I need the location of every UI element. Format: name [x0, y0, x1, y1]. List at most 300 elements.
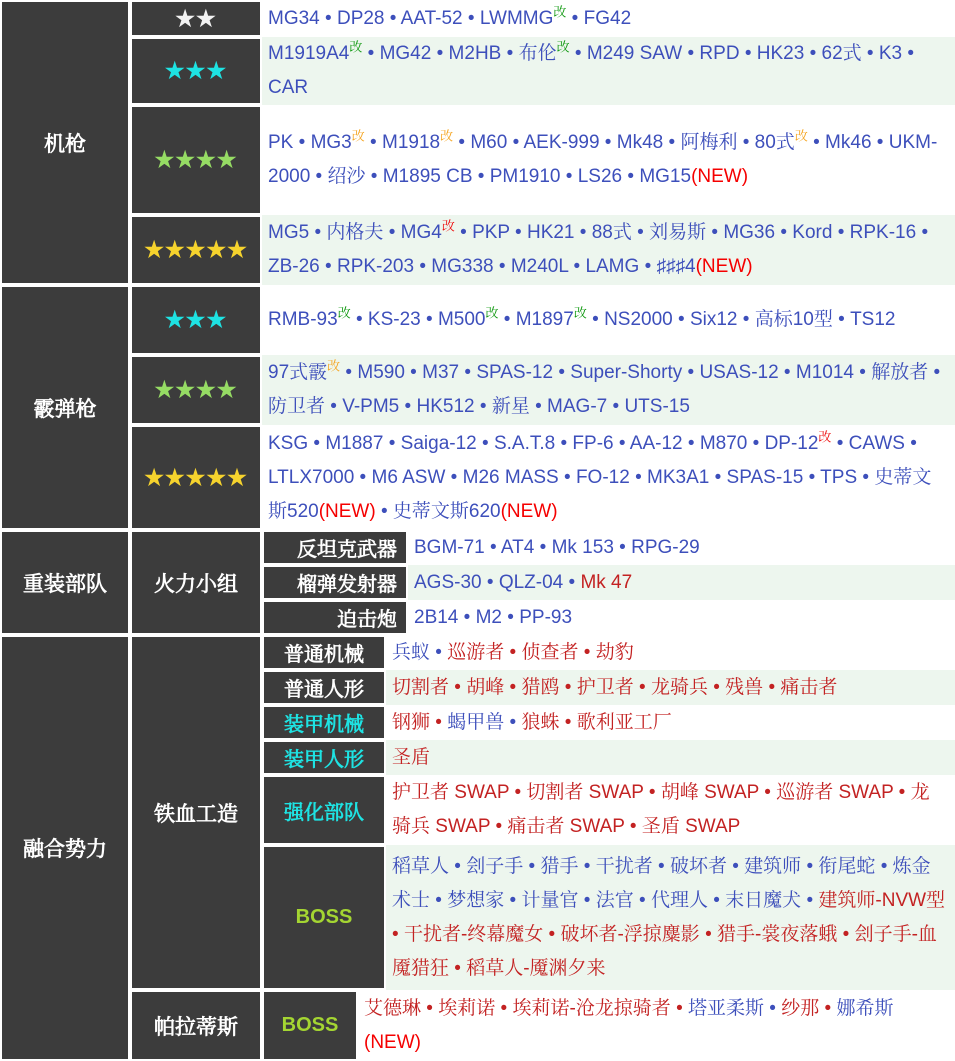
item-link[interactable]: 建筑师-NVW型 — [818, 889, 946, 911]
item-link[interactable]: 法官 — [595, 889, 634, 911]
category-shotgun: 霰弹枪 — [2, 287, 128, 528]
item-link[interactable]: V-PM5 — [342, 396, 400, 417]
separator-bullet: • — [543, 923, 561, 945]
item-link[interactable]: 布伦$^改$ — [518, 39, 570, 64]
item-link[interactable]: 炼金术士 — [392, 855, 931, 911]
item-link[interactable]: KS-23 — [367, 309, 421, 330]
separator-bullet: • — [555, 432, 573, 454]
separator-bullet: • — [431, 43, 449, 64]
group-paradeus — [130, 990, 955, 1061]
item-list — [364, 992, 947, 1060]
item-link[interactable]: 切割者 — [392, 676, 450, 698]
item-link[interactable]: PP-93 — [519, 606, 573, 628]
separator-bullet: • — [775, 222, 793, 243]
group-fire-team — [130, 530, 955, 635]
separator-bullet: • — [560, 166, 578, 187]
item-link[interactable]: NS2000 — [604, 309, 673, 330]
item-link[interactable]: 娜希斯 — [836, 997, 894, 1019]
item-link[interactable]: $M1919A4^改$ — [268, 39, 363, 64]
separator-bullet: • — [350, 309, 368, 330]
item-link[interactable]: 胡峰 SWAP — [660, 782, 759, 803]
item-link[interactable]: 刽子手-血魇猎狂 — [392, 923, 937, 979]
item-list — [392, 636, 634, 670]
separator-bullet: • — [430, 641, 448, 663]
item-link[interactable]: RMB-$93^改$ — [268, 305, 351, 330]
item-link[interactable]: 解放者 — [871, 362, 929, 383]
item-list — [392, 671, 837, 705]
item-link[interactable]: 代理人 — [650, 889, 708, 911]
item-link[interactable]: MG338 — [431, 256, 494, 277]
separator-bullet: • — [340, 362, 358, 383]
separator-bullet: • — [529, 396, 548, 417]
separator-bullet: • — [501, 43, 519, 64]
rarity-stars-2: ★★ — [132, 2, 260, 35]
item-link[interactable]: 2B14 — [414, 606, 459, 628]
item-link[interactable]: 护卫者 — [576, 676, 634, 698]
sublabel-grenade-launcher: 榴弹发射器 — [264, 567, 406, 598]
mod-superscript[interactable]: 改 — [349, 39, 363, 55]
separator-bullet: • — [399, 396, 417, 417]
separator-bullet: • — [534, 536, 552, 558]
item-link[interactable]: S.A.T.8 — [493, 432, 556, 454]
item-link[interactable]: 62式 — [821, 43, 862, 64]
item-cell — [386, 775, 955, 845]
separator-bullet: • — [832, 222, 850, 243]
item-link[interactable]: 刽子手 — [466, 855, 524, 877]
separator-bullet: • — [861, 43, 879, 64]
item-link[interactable]: M37 — [422, 362, 460, 383]
mod-superscript[interactable]: 改 — [441, 218, 455, 234]
separator-bullet: • — [737, 132, 755, 153]
separator-bullet: • — [613, 432, 630, 454]
item-link[interactable]: 痛击者 — [780, 676, 838, 698]
item-cell — [262, 425, 955, 530]
item-link[interactable]: 稻草人 — [392, 855, 450, 877]
item-link[interactable]: SPAS-12 — [476, 362, 554, 383]
item-link[interactable]: 建筑师 — [744, 855, 802, 877]
item-link[interactable]: SPAS-15 — [726, 466, 804, 488]
sublabel-boss: BOSS — [264, 992, 356, 1059]
separator-bullet: • — [759, 782, 777, 803]
separator-bullet: • — [454, 222, 473, 243]
separator-bullet: • — [607, 396, 625, 417]
separator-bullet: • — [484, 536, 501, 558]
separator-bullet: • — [414, 256, 432, 277]
separator-bullet: • — [629, 466, 648, 488]
item-link[interactable]: $DP-12^改$ — [764, 429, 832, 454]
item-link[interactable]: RPK-203 — [336, 256, 415, 277]
item-list — [392, 706, 672, 740]
item-link[interactable]: HK23 — [756, 43, 805, 64]
item-cell — [262, 105, 955, 215]
item-link[interactable]: AEK-999 — [523, 132, 600, 153]
separator-bullet: • — [871, 132, 889, 153]
separator-bullet: • — [559, 676, 577, 698]
item-link[interactable]: 胡峰 — [466, 676, 505, 698]
item-link[interactable]: 猎手-裳夜落蛾 — [717, 923, 838, 945]
item-link[interactable]: M26 MASS — [462, 466, 559, 488]
item-link[interactable]: MAG-7 — [547, 396, 608, 417]
item-link[interactable]: 塔亚柔斯 — [688, 997, 765, 1019]
row-armored-machine — [262, 705, 955, 740]
item-link[interactable]: ZB-26 — [268, 256, 320, 277]
item-link[interactable]: 97式霰$^改$ — [268, 358, 341, 383]
item-link[interactable]: 干扰者 — [595, 855, 653, 877]
item-link[interactable]: $M1897^改$ — [515, 305, 587, 330]
item-cell — [386, 635, 955, 670]
item-link[interactable]: 兵蚁 — [392, 641, 431, 663]
item-cell — [408, 600, 955, 635]
item-link[interactable]: LAMG — [585, 256, 640, 277]
separator-bullet: • — [365, 166, 383, 187]
item-link[interactable]: 艾德琳 — [364, 997, 422, 1019]
mod-superscript[interactable]: 改 — [337, 305, 351, 321]
item-link[interactable]: TS12 — [850, 309, 896, 330]
separator-bullet: • — [504, 676, 522, 698]
separator-bullet: • — [916, 222, 929, 243]
item-list — [392, 741, 430, 775]
item-link[interactable]: 龙骑兵 — [650, 676, 708, 698]
separator-bullet: • — [375, 500, 393, 522]
item-link[interactable]: AGS-30 — [414, 571, 482, 593]
mod-superscript[interactable]: 改 — [818, 429, 832, 445]
rarity-stars-3: ★★★ — [132, 287, 260, 353]
separator-bullet: • — [643, 782, 661, 803]
item-link[interactable]: Kord — [792, 222, 833, 243]
item-link[interactable]: Six12 — [689, 309, 738, 330]
item-list — [414, 531, 700, 565]
item-link[interactable]: $M500^改$ — [437, 305, 499, 330]
item-link[interactable]: Super-Shorty — [570, 362, 683, 383]
separator-bullet: • — [764, 997, 782, 1019]
item-link[interactable]: M60 — [470, 132, 508, 153]
separator-bullet: • — [458, 606, 476, 628]
separator-bullet: • — [449, 957, 467, 979]
separator-bullet: • — [586, 309, 605, 330]
mod-superscript[interactable]: 改 — [556, 39, 570, 55]
separator-bullet: • — [624, 816, 642, 837]
item-link[interactable]: 80式$^改$ — [754, 128, 808, 153]
heavy-content — [130, 530, 955, 635]
separator-bullet: • — [902, 43, 915, 64]
separator-bullet: • — [631, 222, 650, 243]
separator-bullet: • — [509, 782, 527, 803]
sublabel-armored-doll: 装甲人形 — [264, 742, 384, 773]
item-link[interactable]: 侦查者 — [521, 641, 579, 663]
separator-bullet: • — [559, 711, 577, 733]
item-link[interactable]: 末日魔犬 — [725, 889, 802, 911]
mod-superscript[interactable]: 改 — [573, 305, 587, 321]
item-link[interactable]: TPS — [820, 466, 858, 488]
sublabel-anti-tank: 反坦克武器 — [264, 532, 406, 563]
item-link[interactable]: UTS-15 — [624, 396, 690, 417]
item-link[interactable]: PK — [268, 132, 294, 153]
item-link[interactable]: 稻草人-魇渊夕来 — [466, 957, 606, 979]
item-link[interactable]: M240L — [510, 256, 569, 277]
item-link[interactable]: LTLX7000 — [268, 466, 355, 488]
item-link[interactable]: FP-6 — [572, 432, 614, 454]
separator-bullet: • — [893, 782, 911, 803]
item-link[interactable]: MK3A1 — [647, 466, 710, 488]
item-link[interactable]: 内格夫 — [326, 222, 384, 243]
item-link[interactable]: ♯♯♯4 — [656, 256, 696, 277]
item-link[interactable]: $MG3^改$ — [310, 128, 365, 153]
separator-bullet: • — [309, 222, 327, 243]
separator-bullet: • — [699, 923, 718, 945]
item-link[interactable]: 歌利亚工厂 — [576, 711, 672, 733]
item-link[interactable]: 钢狮 — [392, 711, 431, 733]
item-link[interactable]: CAWS — [848, 432, 905, 454]
separator-bullet: • — [578, 641, 596, 663]
item-link[interactable]: M1895 CB — [382, 166, 473, 187]
item-list — [268, 303, 895, 337]
separator-bullet: • — [639, 256, 657, 277]
sublabel-armored-machine: 装甲机械 — [264, 707, 384, 738]
item-link[interactable]: 巡游者 SWAP — [776, 782, 894, 803]
item-link[interactable]: 圣盾 — [392, 746, 431, 768]
separator-bullet: • — [682, 432, 700, 454]
separator-bullet: • — [449, 855, 467, 877]
item-link[interactable]: M2HB — [448, 43, 502, 64]
separator-bullet: • — [622, 166, 640, 187]
fire-team-rows — [262, 530, 955, 635]
separator-bullet: • — [599, 132, 617, 153]
item-link[interactable]: UKM-2000 — [268, 132, 938, 187]
item-cell — [408, 565, 955, 600]
separator-bullet: • — [430, 711, 448, 733]
mod-superscript[interactable]: 改 — [553, 4, 567, 20]
machine-gun-rows — [130, 0, 955, 285]
item-link[interactable]: LS26 — [577, 166, 623, 187]
item-link[interactable]: MG5 — [268, 222, 310, 243]
item-cell — [262, 285, 955, 355]
separator-bullet: • — [523, 855, 541, 877]
separator-bullet: • — [682, 43, 700, 64]
item-link[interactable]: 蝎甲兽 — [447, 711, 505, 733]
row-sg-3star — [130, 285, 955, 355]
item-link[interactable]: M6 ASW — [371, 466, 446, 488]
item-link[interactable]: 破坏者-浮掠麋影 — [560, 923, 700, 945]
item-list — [268, 37, 947, 105]
item-list — [392, 776, 947, 844]
item-link[interactable]: PM1910 — [489, 166, 561, 187]
item-link[interactable]: KSG — [268, 432, 309, 454]
mod-superscript[interactable]: 改 — [351, 128, 365, 144]
item-link[interactable]: 切割者 SWAP — [526, 782, 644, 803]
mod-superscript[interactable]: 改 — [327, 358, 341, 374]
new-badge: (NEW) — [364, 1031, 421, 1053]
separator-bullet: • — [578, 855, 596, 877]
rarity-stars-4: ★★★★ — [132, 107, 260, 213]
item-link[interactable]: 高标10型 — [754, 309, 833, 330]
separator-bullet: • — [392, 923, 404, 945]
item-link[interactable]: $M1918^改$ — [382, 128, 454, 153]
item-link[interactable]: 残兽 — [725, 676, 764, 698]
separator-bullet: • — [507, 132, 524, 153]
item-link[interactable]: CAR — [268, 77, 309, 98]
separator-bullet: • — [493, 256, 511, 277]
row-anti-tank — [262, 530, 955, 565]
item-link[interactable]: M249 SAW — [586, 43, 683, 64]
item-link[interactable]: M1014 — [795, 362, 854, 383]
item-link[interactable]: AAT-52 — [400, 7, 463, 29]
separator-bullet: • — [709, 466, 727, 488]
separator-bullet: • — [504, 711, 522, 733]
item-link[interactable]: PKP — [472, 222, 510, 243]
item-link[interactable]: 阿梅利 — [680, 132, 738, 153]
item-link[interactable]: 88式 — [591, 222, 632, 243]
section-machine-gun — [0, 0, 955, 285]
rarity-stars-5: ★★★★★ — [132, 217, 260, 283]
separator-bullet: • — [362, 43, 380, 64]
separator-bullet: • — [558, 466, 576, 488]
item-link[interactable]: RPG-29 — [631, 536, 700, 558]
mod-superscript[interactable]: 改 — [794, 128, 808, 144]
separator-bullet: • — [928, 362, 941, 383]
mod-superscript[interactable]: 改 — [485, 305, 499, 321]
item-link[interactable]: Mk 47 — [580, 571, 633, 593]
item-link[interactable]: M590 — [357, 362, 405, 383]
separator-bullet: • — [384, 7, 401, 29]
item-link[interactable]: 埃莉诺-沧龙掠骑者 — [512, 997, 671, 1019]
item-link[interactable]: 劫豹 — [595, 641, 634, 663]
item-list — [268, 2, 631, 36]
item-link[interactable]: USAS-12 — [699, 362, 779, 383]
item-link[interactable]: 狼蛛 — [521, 711, 560, 733]
item-link[interactable]: 计量官 — [521, 889, 579, 911]
category-machine-gun: 机枪 — [2, 2, 128, 283]
item-link[interactable]: DP28 — [336, 7, 385, 29]
item-link[interactable]: AT4 — [500, 536, 535, 558]
row-mg-2star — [130, 0, 955, 37]
item-link[interactable]: 新星 — [491, 396, 530, 417]
row-enhanced-unit — [262, 775, 955, 845]
sublabel-mortar: 迫击炮 — [264, 602, 406, 633]
section-fusion — [0, 635, 955, 1061]
separator-bullet: • — [354, 466, 372, 488]
separator-bullet: • — [563, 571, 581, 593]
separator-bullet: • — [472, 166, 490, 187]
separator-bullet: • — [819, 997, 837, 1019]
item-link[interactable]: 史蒂文斯620 — [392, 500, 501, 522]
separator-bullet: • — [504, 889, 522, 911]
item-link[interactable]: 龙骑兵 SWAP — [392, 782, 930, 837]
new-badge: (NEW) — [318, 500, 376, 522]
rarity-stars-4: ★★★★ — [132, 357, 260, 423]
item-link[interactable]: $MG4^改$ — [400, 218, 455, 243]
item-cell — [408, 530, 955, 565]
rarity-stars-5: ★★★★★ — [132, 427, 260, 528]
item-link[interactable]: $LWMMG^改$ — [479, 4, 567, 29]
separator-bullet: • — [495, 997, 513, 1019]
row-sangvis-boss — [262, 845, 955, 990]
separator-bullet: • — [682, 362, 700, 383]
separator-bullet: • — [670, 997, 689, 1019]
item-link[interactable]: 纱那 — [781, 997, 820, 1019]
separator-bullet: • — [832, 309, 851, 330]
item-link[interactable]: MG42 — [379, 43, 432, 64]
mid-paradeus: 帕拉蒂斯 — [132, 992, 260, 1059]
separator-bullet: • — [383, 222, 401, 243]
item-link[interactable]: RPK-16 — [849, 222, 917, 243]
item-link[interactable]: Mk48 — [616, 132, 664, 153]
separator-bullet: • — [763, 676, 781, 698]
sublabel-enhanced-unit: 强化部队 — [264, 777, 384, 843]
mod-superscript[interactable]: 改 — [440, 128, 454, 144]
item-link[interactable]: 干扰者-终幕魔女 — [403, 923, 544, 945]
separator-bullet: • — [490, 816, 508, 837]
item-link[interactable]: MG34 — [268, 7, 320, 29]
item-cell — [262, 215, 955, 285]
item-link[interactable]: MG36 — [723, 222, 776, 243]
item-link[interactable]: Mk46 — [825, 132, 872, 153]
item-link[interactable]: 埃莉诺 — [438, 997, 496, 1019]
separator-bullet: • — [404, 362, 423, 383]
new-badge: (NEW) — [695, 256, 753, 277]
item-link[interactable]: 梦想家 — [447, 889, 505, 911]
item-link[interactable]: M1887 — [325, 432, 384, 454]
separator-bullet: • — [804, 43, 822, 64]
item-link[interactable]: FG42 — [583, 7, 632, 29]
separator-bullet: • — [831, 432, 849, 454]
separator-bullet: • — [739, 43, 757, 64]
item-link[interactable]: 痛击者 SWAP — [507, 816, 625, 837]
separator-bullet: • — [474, 396, 492, 417]
separator-bullet: • — [430, 889, 448, 911]
item-link[interactable]: MG15 — [639, 166, 692, 187]
item-link[interactable]: 衔尾蛇 — [818, 855, 876, 877]
row-normal-doll — [262, 670, 955, 705]
item-link[interactable]: 防卫者 — [268, 396, 326, 417]
item-link[interactable]: Mk 153 — [551, 536, 614, 558]
separator-bullet: • — [449, 676, 467, 698]
item-link[interactable]: FO-12 — [575, 466, 630, 488]
item-link[interactable]: 猎鸥 — [521, 676, 560, 698]
separator-bullet: • — [875, 855, 893, 877]
separator-bullet: • — [421, 997, 439, 1019]
item-link[interactable]: QLZ-04 — [498, 571, 564, 593]
separator-bullet: • — [633, 676, 651, 698]
separator-bullet: • — [476, 432, 494, 454]
item-link[interactable]: M870 — [699, 432, 748, 454]
fusion-content — [130, 635, 955, 1061]
separator-bullet: • — [420, 309, 438, 330]
item-link[interactable]: Saiga-12 — [400, 432, 477, 454]
category-fusion: 融合势力 — [2, 637, 128, 1059]
item-link[interactable]: 猎手 — [540, 855, 579, 877]
item-link[interactable]: 护卫者 SWAP — [392, 782, 510, 803]
item-link[interactable]: RPD — [699, 43, 740, 64]
item-link[interactable]: HK512 — [416, 396, 475, 417]
item-link[interactable]: 圣盾 SWAP — [641, 816, 741, 837]
item-link[interactable]: 巡游者 — [447, 641, 505, 663]
item-link[interactable]: K3 — [878, 43, 903, 64]
item-link[interactable]: 破坏者 — [669, 855, 727, 877]
item-link[interactable]: 史蒂文斯520 — [268, 466, 932, 522]
item-link[interactable]: HK21 — [526, 222, 575, 243]
item-link[interactable]: M2 — [475, 606, 502, 628]
separator-bullet: • — [707, 889, 726, 911]
item-link[interactable]: AA-12 — [629, 432, 683, 454]
separator-bullet: • — [613, 536, 632, 558]
item-link[interactable]: BGM-71 — [414, 536, 485, 558]
separator-bullet: • — [801, 855, 819, 877]
row-armored-doll — [262, 740, 955, 775]
item-link[interactable]: 刘易斯 — [649, 222, 707, 243]
item-link[interactable]: 绍沙 — [327, 166, 366, 187]
separator-bullet: • — [652, 855, 670, 877]
separator-bullet: • — [364, 132, 382, 153]
